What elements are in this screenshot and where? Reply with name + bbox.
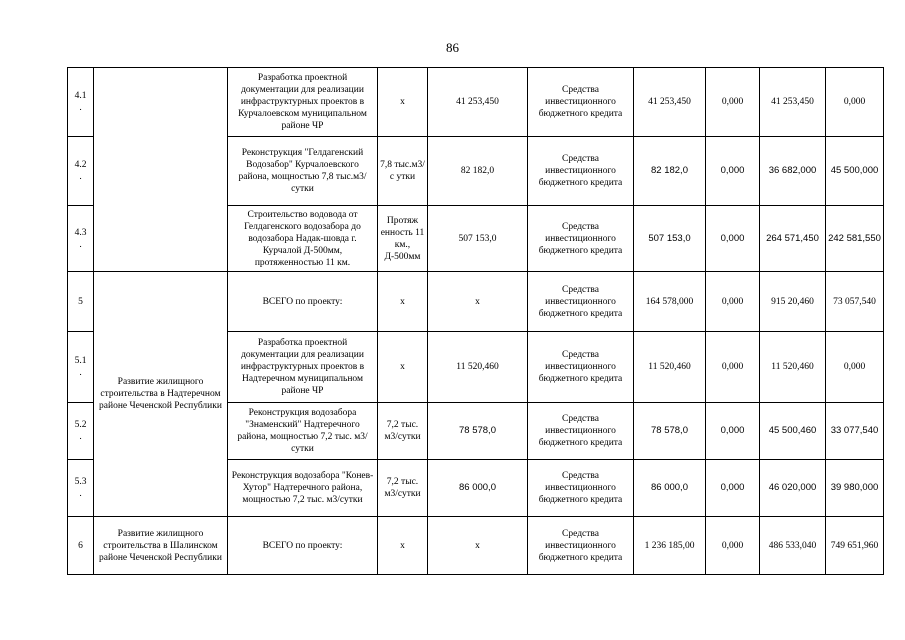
investment-table	[67, 67, 884, 575]
row-number: 5.2 .	[68, 403, 94, 460]
region-cell: Развитие жилищного строительства в Надтеречном районе Чеченской Республики	[94, 272, 228, 517]
value-1: 11 520,460	[634, 332, 706, 403]
cost: 41 253,450	[428, 68, 528, 137]
table-row	[68, 517, 884, 575]
cost: 78 578,0	[428, 403, 528, 460]
cost: 86 000,0	[428, 460, 528, 517]
project-name: Разработка проектной документации для реализации инфраструктурных проектов в Курчалоевском муниципальном районе ЧР	[228, 68, 378, 137]
value-3: 486 533,040	[760, 517, 826, 575]
row-number: 5.1 .	[68, 332, 94, 403]
value-4: 73 057,540	[826, 272, 884, 332]
table-row	[68, 272, 884, 332]
project-name: ВСЕГО по проекту:	[228, 517, 378, 575]
capacity: х	[378, 272, 428, 332]
value-3: 36 682,000	[760, 137, 826, 206]
value-2: 0,000	[706, 517, 760, 575]
value-4: 749 651,960	[826, 517, 884, 575]
page-number: 86	[446, 40, 459, 55]
cost: х	[428, 272, 528, 332]
value-2: 0,000	[706, 137, 760, 206]
funding-source: Средства инвестиционного бюджетного кредита	[528, 272, 634, 332]
funding-source: Средства инвестиционного бюджетного кредита	[528, 460, 634, 517]
region-cell-empty	[94, 68, 228, 272]
funding-source: Средства инвестиционного бюджетного кредита	[528, 137, 634, 206]
value-2: 0,000	[706, 272, 760, 332]
funding-source: Средства инвестиционного бюджетного кредита	[528, 403, 634, 460]
capacity: 7,2 тыс. м3/сутки	[378, 403, 428, 460]
value-2: 0,000	[706, 206, 760, 272]
row-number: 4.1 .	[68, 68, 94, 137]
value-4: 0,000	[826, 68, 884, 137]
capacity: Протяж енность 11 км., Д-500мм	[378, 206, 428, 272]
project-name: Строительство водовода от Гелдагенского водозабора до водозабора Надак-шовда г. Курчалой Д-500мм, протяженностью 11 км.	[228, 206, 378, 272]
project-name: ВСЕГО по проекту:	[228, 272, 378, 332]
value-3: 264 571,450	[760, 206, 826, 272]
value-3: 41 253,450	[760, 68, 826, 137]
value-2: 0,000	[706, 332, 760, 403]
value-3: 915 20,460	[760, 272, 826, 332]
capacity: х	[378, 332, 428, 403]
project-name: Разработка проектной документации для реализации инфраструктурных проектов в Надтеречном муниципальном районе ЧР	[228, 332, 378, 403]
value-1: 164 578,000	[634, 272, 706, 332]
region-cell: Развитие жилищного строительства в Шалинском районе Чеченской Республики	[94, 517, 228, 575]
row-number: 5	[68, 272, 94, 332]
funding-source: Средства инвестиционного бюджетного кредита	[528, 332, 634, 403]
row-number: 4.3 .	[68, 206, 94, 272]
cost: х	[428, 517, 528, 575]
row-number: 4.2 .	[68, 137, 94, 206]
cost: 82 182,0	[428, 137, 528, 206]
capacity: х	[378, 68, 428, 137]
funding-source: Средства инвестиционного бюджетного кредита	[528, 206, 634, 272]
cost: 11 520,460	[428, 332, 528, 403]
value-4: 45 500,000	[826, 137, 884, 206]
value-1: 86 000,0	[634, 460, 706, 517]
value-3: 45 500,460	[760, 403, 826, 460]
funding-source: Средства инвестиционного бюджетного кредита	[528, 517, 634, 575]
value-3: 11 520,460	[760, 332, 826, 403]
value-2: 0,000	[706, 68, 760, 137]
cost: 507 153,0	[428, 206, 528, 272]
value-1: 1 236 185,00	[634, 517, 706, 575]
value-4: 0,000	[826, 332, 884, 403]
row-number: 6	[68, 517, 94, 575]
value-4: 242 581,550	[826, 206, 884, 272]
capacity: 7,2 тыс. м3/сутки	[378, 460, 428, 517]
table-row	[68, 68, 884, 137]
value-4: 33 077,540	[826, 403, 884, 460]
value-4: 39 980,000	[826, 460, 884, 517]
project-name: Реконструкция "Гелдагенский Водозабор" Курчалоевского района, мощностью 7,8 тыс.м3/сутки	[228, 137, 378, 206]
value-1: 41 253,450	[634, 68, 706, 137]
value-2: 0,000	[706, 403, 760, 460]
capacity: х	[378, 517, 428, 575]
row-number: 5.3 .	[68, 460, 94, 517]
value-3: 46 020,000	[760, 460, 826, 517]
funding-source: Средства инвестиционного бюджетного кредита	[528, 68, 634, 137]
project-name: Реконструкция водозабора "Конев-Хутор" Надтеречного района, мощностью 7,2 тыс. м3/сутки	[228, 460, 378, 517]
value-1: 78 578,0	[634, 403, 706, 460]
capacity: 7,8 тыс.м3/с утки	[378, 137, 428, 206]
project-name: Реконструкция водозабора "Знаменский" Надтеречного района, мощностью 7,2 тыс. м3/сутки	[228, 403, 378, 460]
value-2: 0,000	[706, 460, 760, 517]
value-1: 82 182,0	[634, 137, 706, 206]
value-1: 507 153,0	[634, 206, 706, 272]
